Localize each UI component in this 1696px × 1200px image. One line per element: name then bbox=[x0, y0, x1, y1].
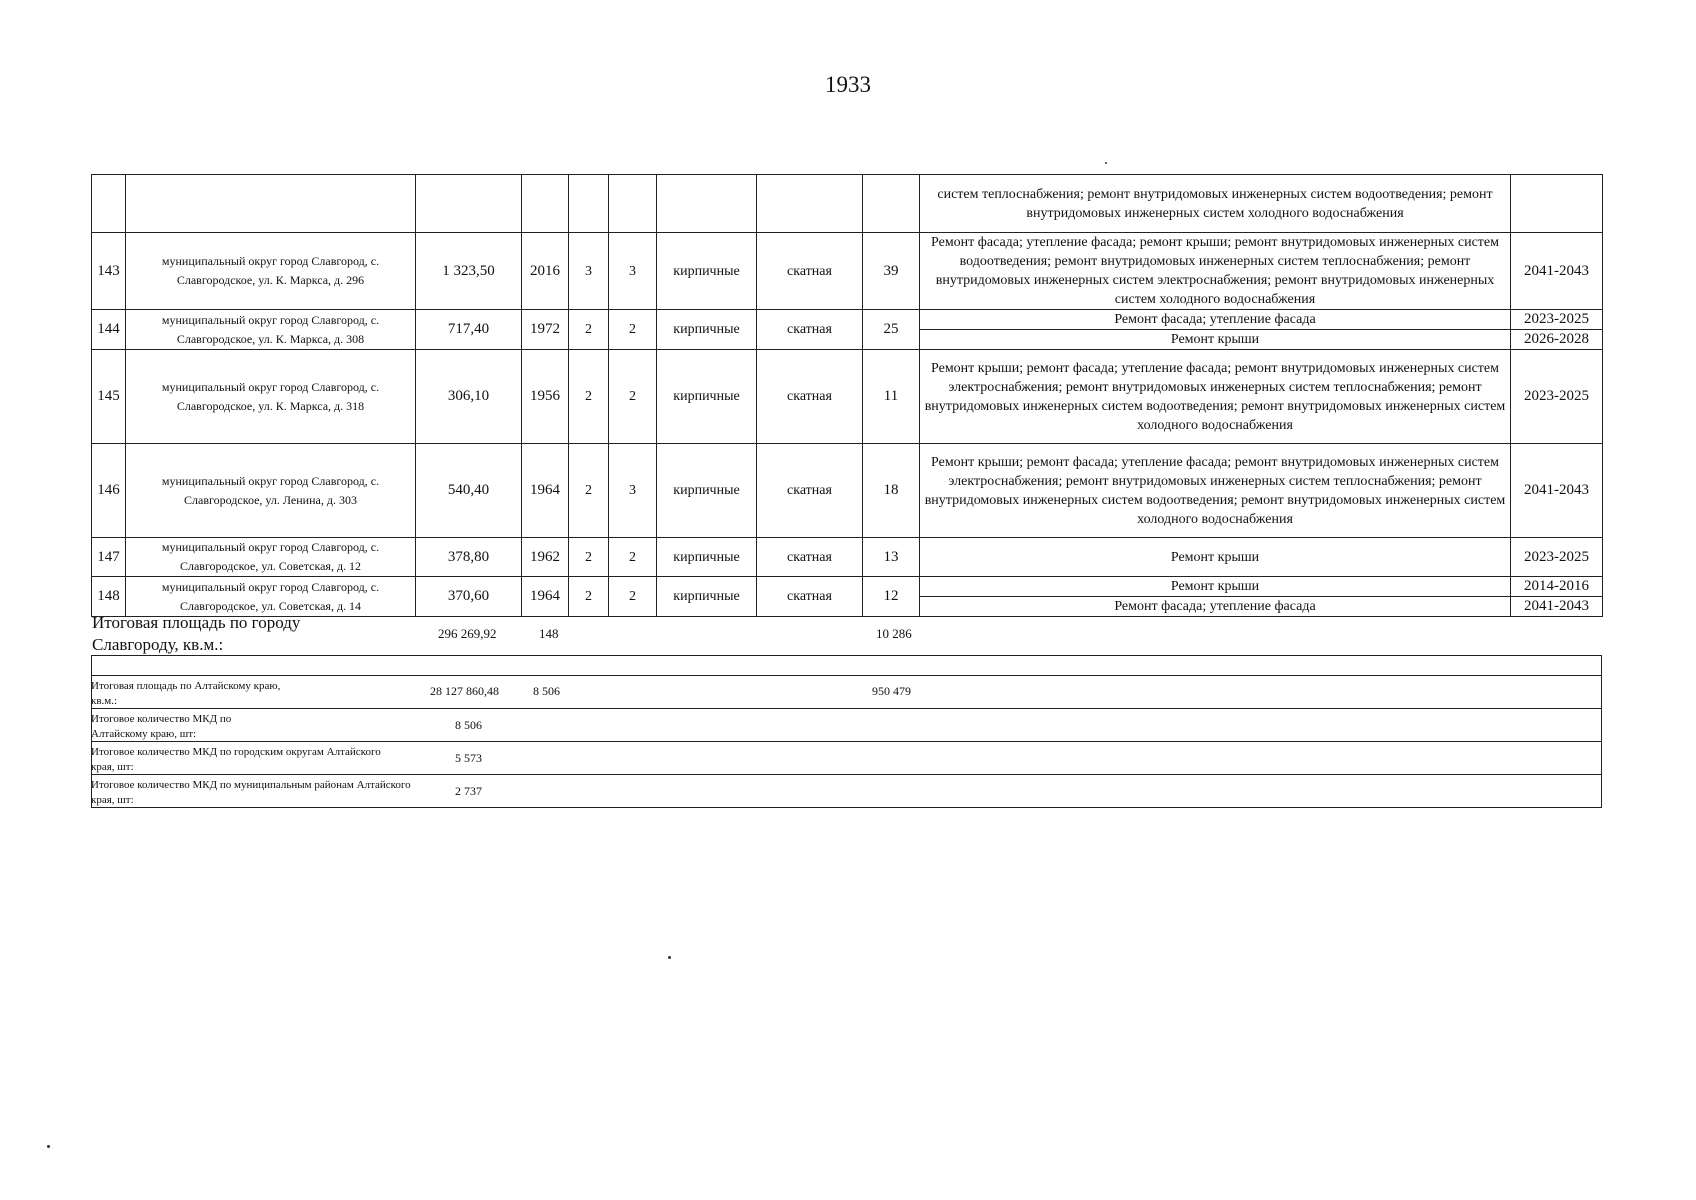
cell-works: Ремонт крыши; ремонт фасада; утепление фасада; ремонт внутридомовых инженерных систем электроснабжения; ремонт внутридомовых инженерных систем теплоснабжения; ремонт внутридомовых инженерных систем водоотведения; ремонт внутридомовых инженерных систем холодного водоснабжения bbox=[920, 444, 1511, 538]
cell-floors bbox=[569, 175, 609, 233]
cell-num: 143 bbox=[92, 233, 126, 310]
cell-period: 2023-2025 bbox=[1511, 310, 1603, 330]
city-districts-count-value: 5 573 bbox=[455, 751, 482, 765]
cell-address: муниципальный округ город Славгород, с. Славгородское, ул. К. Маркса, д. 318 bbox=[126, 350, 416, 444]
region-area-count: 8 506 bbox=[533, 684, 560, 698]
region-area-residents: 950 479 bbox=[872, 684, 911, 698]
divider bbox=[91, 675, 1602, 676]
cell-walls: кирпичные bbox=[657, 577, 757, 617]
cell-year: 1964 bbox=[522, 577, 569, 617]
region-area-label: Итоговая площадь по Алтайскому краю, кв.м.: bbox=[91, 680, 281, 707]
table-row bbox=[92, 233, 1603, 310]
cell-floors: 2 bbox=[569, 350, 609, 444]
cell-roof: скатная bbox=[757, 350, 863, 444]
cell-area: 540,40 bbox=[416, 444, 522, 538]
cell-walls: кирпичные bbox=[657, 350, 757, 444]
table-row bbox=[92, 175, 1603, 233]
cell-works: Ремонт фасада; утепление фасада; ремонт крыши; ремонт внутридомовых инженерных систем водоотведения; ремонт внутридомовых инженерных систем теплоснабжения; ремонт внутридомовых инженерных систем электроснабжения; ремонт внутридомовых инженерных систем холодного водоснабжения bbox=[920, 233, 1511, 310]
page-number: 1933 bbox=[825, 72, 871, 97]
region-count-label: Итоговое количество МКД по Алтайскому краю, шт: bbox=[91, 713, 232, 740]
cell-area: 378,80 bbox=[416, 538, 522, 577]
city-total-residents: 10 286 bbox=[876, 626, 912, 641]
houses-table bbox=[91, 174, 1603, 617]
cell-period: 2026-2028 bbox=[1511, 330, 1603, 350]
table-row bbox=[92, 350, 1603, 444]
cell-address: муниципальный округ город Славгород, с. Славгородское, ул. Ленина, д. 303 bbox=[126, 444, 416, 538]
cell-residents: 25 bbox=[863, 310, 920, 350]
cell-area: 306,10 bbox=[416, 350, 522, 444]
cell-area bbox=[416, 175, 522, 233]
cell-residents: 11 bbox=[863, 350, 920, 444]
cell-walls: кирпичные bbox=[657, 538, 757, 577]
cell-walls: кирпичные bbox=[657, 310, 757, 350]
cell-roof: скатная bbox=[757, 310, 863, 350]
cell-floors: 2 bbox=[569, 310, 609, 350]
cell-floors: 3 bbox=[569, 233, 609, 310]
cell-area: 717,40 bbox=[416, 310, 522, 350]
cell-roof bbox=[757, 175, 863, 233]
cell-num: 148 bbox=[92, 577, 126, 617]
cell-entrances: 2 bbox=[609, 538, 657, 577]
cell-residents: 18 bbox=[863, 444, 920, 538]
cell-num: 147 bbox=[92, 538, 126, 577]
cell-year: 1972 bbox=[522, 310, 569, 350]
cell-residents: 39 bbox=[863, 233, 920, 310]
cell-period: 2041-2043 bbox=[1511, 444, 1603, 538]
cell-works: Ремонт крыши bbox=[920, 330, 1511, 350]
divider bbox=[91, 655, 1602, 656]
cell-address: муниципальный округ город Славгород, с. Славгородское, ул. Советская, д. 12 bbox=[126, 538, 416, 577]
cell-residents bbox=[863, 175, 920, 233]
city-total-count: 148 bbox=[539, 626, 559, 641]
cell-period: 2023-2025 bbox=[1511, 538, 1603, 577]
cell-floors: 2 bbox=[569, 444, 609, 538]
divider bbox=[91, 741, 1602, 742]
cell-address bbox=[126, 175, 416, 233]
cell-works: Ремонт фасада; утепление фасада bbox=[920, 310, 1511, 330]
cell-entrances: 3 bbox=[609, 233, 657, 310]
divider bbox=[91, 708, 1602, 709]
cell-period: 2041-2043 bbox=[1511, 233, 1603, 310]
scan-speck bbox=[668, 956, 671, 959]
cell-walls: кирпичные bbox=[657, 444, 757, 538]
cell-num: 144 bbox=[92, 310, 126, 350]
cell-entrances bbox=[609, 175, 657, 233]
cell-year: 1962 bbox=[522, 538, 569, 577]
cell-residents: 12 bbox=[863, 577, 920, 617]
cell-period: 2023-2025 bbox=[1511, 350, 1603, 444]
cell-period: 2041-2043 bbox=[1511, 597, 1603, 617]
cell-year: 1964 bbox=[522, 444, 569, 538]
cell-works: Ремонт крыши bbox=[920, 538, 1511, 577]
cell-period bbox=[1511, 175, 1603, 233]
cell-entrances: 3 bbox=[609, 444, 657, 538]
cell-residents: 13 bbox=[863, 538, 920, 577]
municipal-districts-count-value: 2 737 bbox=[455, 784, 482, 798]
cell-works: Ремонт крыши; ремонт фасада; утепление фасада; ремонт внутридомовых инженерных систем электроснабжения; ремонт внутридомовых инженерных систем теплоснабжения; ремонт внутридомовых инженерных систем водоотведения; ремонт внутридомовых инженерных систем холодного водоснабжения bbox=[920, 350, 1511, 444]
city-districts-count-label: Итоговое количество МКД по городским округам Алтайского края, шт: bbox=[91, 746, 381, 773]
cell-roof: скатная bbox=[757, 538, 863, 577]
table-row bbox=[92, 538, 1603, 577]
cell-floors: 2 bbox=[569, 538, 609, 577]
cell-works: Ремонт фасада; утепление фасада bbox=[920, 597, 1511, 617]
cell-year: 2016 bbox=[522, 233, 569, 310]
cell-walls: кирпичные bbox=[657, 233, 757, 310]
scan-speck bbox=[47, 1145, 50, 1148]
cell-area: 1 323,50 bbox=[416, 233, 522, 310]
cell-period: 2014-2016 bbox=[1511, 577, 1603, 597]
city-total-label: Итоговая площадь по городу Славгороду, кв.м.: bbox=[92, 613, 301, 654]
cell-entrances: 2 bbox=[609, 310, 657, 350]
cell-entrances: 2 bbox=[609, 350, 657, 444]
cell-roof: скатная bbox=[757, 444, 863, 538]
cell-address: муниципальный округ город Славгород, с. Славгородское, ул. К. Маркса, д. 308 bbox=[126, 310, 416, 350]
cell-walls bbox=[657, 175, 757, 233]
scan-speck bbox=[1105, 162, 1107, 164]
cell-year bbox=[522, 175, 569, 233]
cell-address: муниципальный округ город Славгород, с. Славгородское, ул. Советская, д. 14 bbox=[126, 577, 416, 617]
divider bbox=[1601, 655, 1602, 807]
cell-area: 370,60 bbox=[416, 577, 522, 617]
cell-num: 146 bbox=[92, 444, 126, 538]
cell-year: 1956 bbox=[522, 350, 569, 444]
table-row bbox=[92, 577, 1603, 597]
cell-num: 145 bbox=[92, 350, 126, 444]
region-area-value: 28 127 860,48 bbox=[430, 684, 499, 698]
table-row bbox=[92, 444, 1603, 538]
cell-works: Ремонт крыши bbox=[920, 577, 1511, 597]
cell-roof: скатная bbox=[757, 233, 863, 310]
cell-address: муниципальный округ город Славгород, с. Славгородское, ул. К. Маркса, д. 296 bbox=[126, 233, 416, 310]
cell-roof: скатная bbox=[757, 577, 863, 617]
cell-entrances: 2 bbox=[609, 577, 657, 617]
cell-num bbox=[92, 175, 126, 233]
region-count-value: 8 506 bbox=[455, 718, 482, 732]
municipal-districts-count-label: Итоговое количество МКД по муниципальным районам Алтайского края, шт: bbox=[91, 779, 411, 806]
city-total-area: 296 269,92 bbox=[438, 626, 497, 641]
table-row bbox=[92, 310, 1603, 330]
cell-works: систем теплоснабжения; ремонт внутридомовых инженерных систем водоотведения; ремонт внутридомовых инженерных систем холодного водоснабжения bbox=[920, 175, 1511, 233]
cell-floors: 2 bbox=[569, 577, 609, 617]
